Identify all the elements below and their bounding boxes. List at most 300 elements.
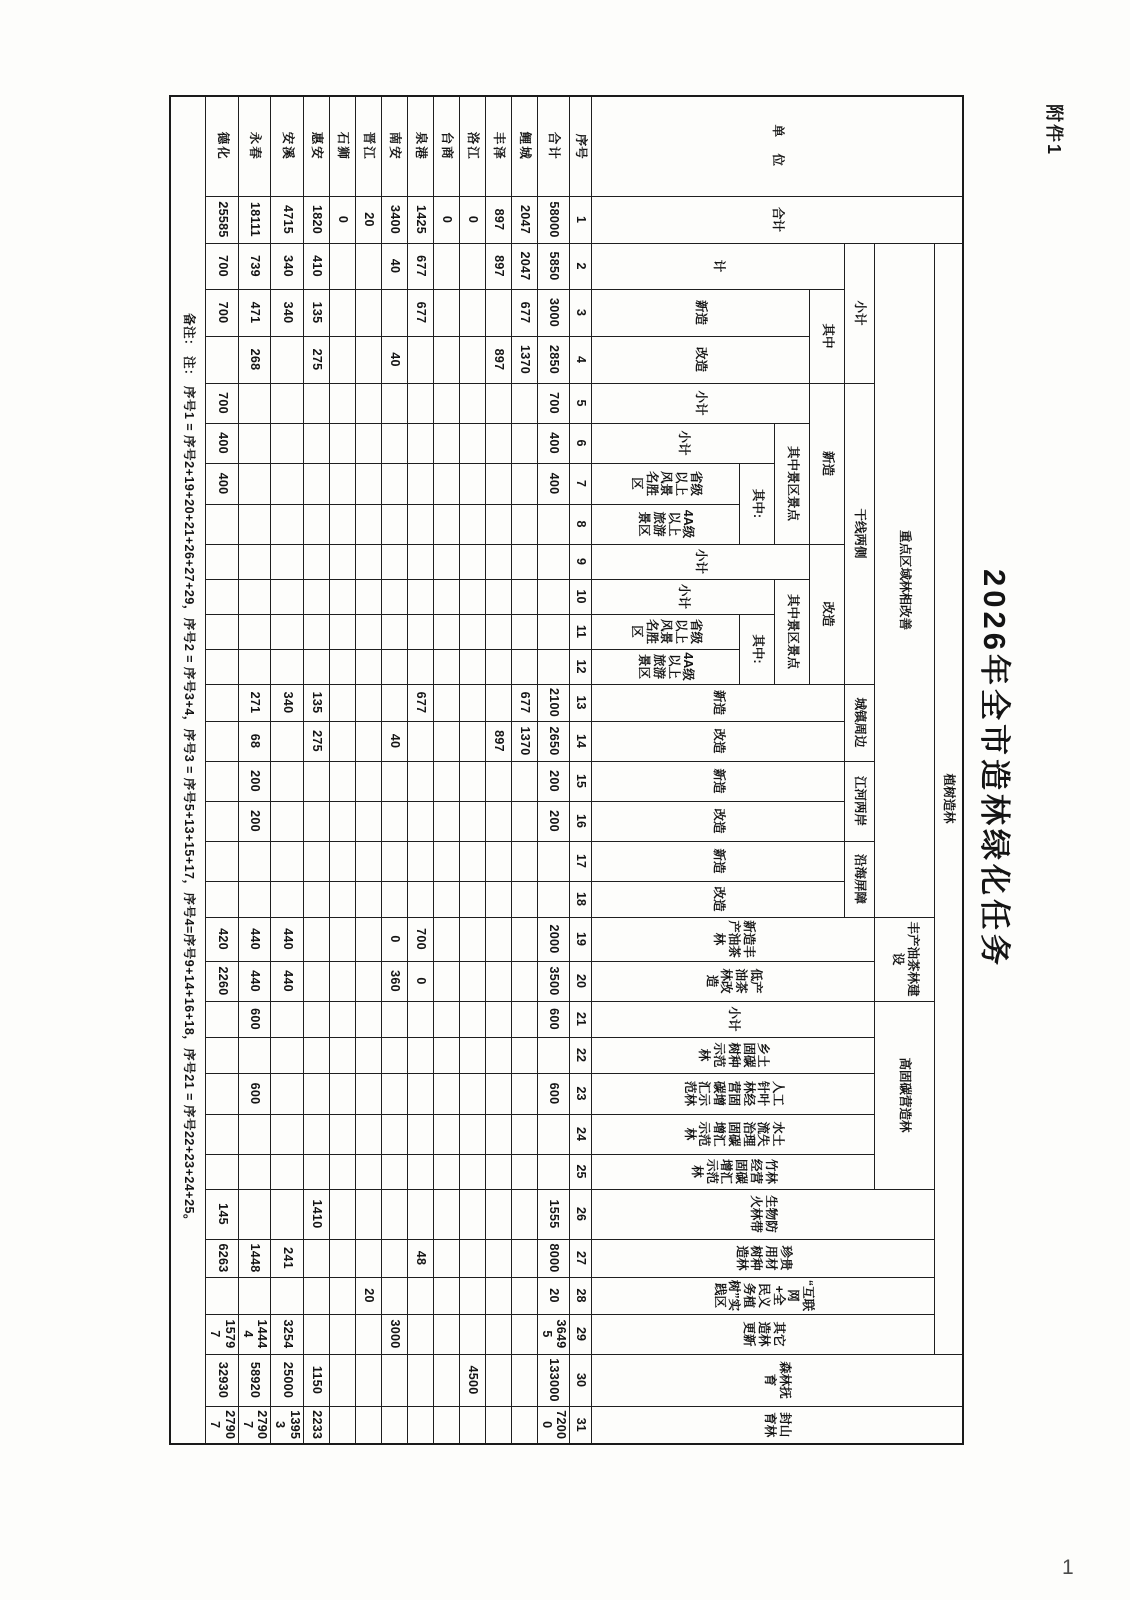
table-row	[538, 96, 571, 1444]
header-subtotal-2-4: 小计	[845, 243, 875, 383]
header-trunk-new: 新造	[810, 383, 845, 544]
value-cell: 25000	[271, 1354, 304, 1406]
value-cell	[538, 881, 571, 917]
value-cell: 677	[408, 289, 434, 336]
value-cell	[382, 1114, 408, 1154]
value-cell	[408, 1314, 434, 1354]
value-cell	[271, 841, 304, 881]
value-cell	[239, 463, 272, 504]
value-cell	[408, 761, 434, 801]
value-cell	[486, 423, 512, 463]
value-cell	[239, 881, 272, 917]
value-cell	[382, 614, 408, 649]
value-cell: 677	[512, 684, 538, 721]
value-cell	[206, 721, 239, 761]
value-cell	[434, 579, 460, 614]
seq-cell: 15	[570, 761, 592, 801]
value-cell	[356, 1406, 382, 1444]
header-camellia-new: 新造丰产油茶林	[592, 917, 875, 961]
value-cell	[460, 801, 486, 841]
value-cell: 18111	[239, 196, 272, 243]
seq-cell: 1	[570, 196, 592, 243]
value-cell	[460, 614, 486, 649]
value-cell	[330, 721, 356, 761]
value-cell	[408, 1354, 434, 1406]
seq-cell: 21	[570, 1001, 592, 1037]
value-cell: 268	[239, 336, 272, 383]
value-cell	[330, 423, 356, 463]
value-cell	[330, 336, 356, 383]
value-cell	[330, 1001, 356, 1037]
value-cell	[271, 579, 304, 614]
value-cell: 15797	[206, 1314, 239, 1354]
value-cell	[330, 1277, 356, 1314]
header-firebreak: 生物防火林带	[592, 1189, 935, 1239]
value-cell	[239, 1277, 272, 1314]
seq-cell: 27	[570, 1239, 592, 1277]
seq-cell: 6	[570, 423, 592, 463]
value-cell	[460, 504, 486, 544]
header-provincial-new: 省级以上风景名胜区	[592, 463, 740, 504]
value-cell	[356, 1154, 382, 1189]
value-cell	[486, 504, 512, 544]
value-cell: 20	[538, 1277, 571, 1314]
value-cell	[486, 649, 512, 684]
value-cell	[356, 649, 382, 684]
value-cell	[460, 243, 486, 289]
seq-cell: 22	[570, 1037, 592, 1073]
value-cell	[271, 1114, 304, 1154]
value-cell	[486, 1406, 512, 1444]
value-cell	[356, 721, 382, 761]
value-cell	[538, 504, 571, 544]
value-cell: 440	[239, 961, 272, 1001]
seq-cell: 30	[570, 1354, 592, 1406]
value-cell	[486, 614, 512, 649]
value-cell	[512, 1314, 538, 1354]
value-cell: 1370	[512, 336, 538, 383]
value-cell: 3000	[538, 289, 571, 336]
header-trunk-rebuild-scenic: 其中景区景点	[775, 579, 810, 684]
header-soil-carbon: 水土流失治理固碳增汇示范林	[592, 1114, 875, 1154]
value-cell	[330, 841, 356, 881]
value-cell: 200	[538, 801, 571, 841]
header-qizhong-rebuild: 改造	[592, 336, 810, 383]
value-cell: 700	[538, 383, 571, 423]
header-camellia-low: 低产油茶林改造	[592, 961, 875, 1001]
value-cell	[434, 1354, 460, 1406]
value-cell: 1820	[304, 196, 330, 243]
value-cell: 340	[271, 684, 304, 721]
value-cell: 600	[239, 1001, 272, 1037]
value-cell	[356, 684, 382, 721]
value-cell	[206, 544, 239, 579]
value-cell: 32930	[206, 1354, 239, 1406]
value-cell: 2047	[512, 243, 538, 289]
seq-cell: 23	[570, 1073, 592, 1114]
value-cell	[408, 336, 434, 383]
value-cell	[206, 1277, 239, 1314]
value-cell: 700	[206, 383, 239, 423]
value-cell	[538, 544, 571, 579]
value-cell	[304, 801, 330, 841]
value-cell: 700	[206, 243, 239, 289]
value-cell: 0	[434, 196, 460, 243]
note-text: 备注： 注： 序号1 = 序号2+19+20+21+26+27+29，序号2 = 序号3+4，序号3 = 序号5+13+15+17，序号4=序号9+14+16+18，序号21 = 序号22+23+24+25。	[170, 96, 206, 1444]
value-cell	[512, 1001, 538, 1037]
value-cell	[486, 383, 512, 423]
seq-label: 序号	[570, 96, 592, 196]
value-cell	[382, 1001, 408, 1037]
seq-cell: 24	[570, 1114, 592, 1154]
value-cell: 1425	[408, 196, 434, 243]
value-cell	[304, 917, 330, 961]
value-cell	[486, 463, 512, 504]
seq-cell: 4	[570, 336, 592, 383]
value-cell	[206, 649, 239, 684]
page-number: 1	[1062, 1556, 1074, 1579]
header-river: 江河两岸	[845, 761, 875, 841]
value-cell	[538, 649, 571, 684]
value-cell: 40	[382, 243, 408, 289]
seq-cell: 13	[570, 684, 592, 721]
seq-cell: 10	[570, 579, 592, 614]
value-cell: 420	[206, 917, 239, 961]
value-cell	[434, 289, 460, 336]
value-cell: 3500	[538, 961, 571, 1001]
value-cell	[460, 1277, 486, 1314]
value-cell	[330, 614, 356, 649]
unit-cell: 台商	[434, 96, 460, 196]
value-cell	[434, 423, 460, 463]
header-town: 城镇周边	[845, 684, 875, 761]
value-cell	[486, 544, 512, 579]
unit-cell: 永春	[239, 96, 272, 196]
value-cell	[486, 684, 512, 721]
seq-cell: 7	[570, 463, 592, 504]
value-cell	[356, 243, 382, 289]
value-cell	[304, 1073, 330, 1114]
value-cell	[304, 649, 330, 684]
value-cell	[512, 423, 538, 463]
value-cell: 275	[304, 721, 330, 761]
value-cell	[434, 1114, 460, 1154]
header-scenic-new-subtotal: 小计	[592, 423, 775, 463]
header-trunk-rebuild: 改造	[810, 544, 845, 684]
unit-cell: 鲤城	[512, 96, 538, 196]
attachment-label: 附件1	[1044, 104, 1064, 157]
value-cell	[382, 423, 408, 463]
value-cell: 739	[239, 243, 272, 289]
unit-cell: 安溪	[271, 96, 304, 196]
seq-cell: 3	[570, 289, 592, 336]
value-cell	[356, 579, 382, 614]
header-coast-new: 新造	[592, 841, 845, 881]
value-cell: 700	[206, 289, 239, 336]
value-cell	[408, 423, 434, 463]
value-cell	[206, 1001, 239, 1037]
value-cell: 0	[382, 917, 408, 961]
value-cell	[408, 614, 434, 649]
value-cell	[538, 1154, 571, 1189]
value-cell	[356, 504, 382, 544]
value-cell	[512, 881, 538, 917]
header-subtotal-21: 小计	[592, 1001, 875, 1037]
value-cell	[434, 243, 460, 289]
value-cell	[538, 579, 571, 614]
table-row	[512, 96, 538, 1444]
value-cell	[382, 1154, 408, 1189]
header-river-new: 新造	[592, 761, 845, 801]
value-cell	[330, 289, 356, 336]
value-cell	[460, 1001, 486, 1037]
value-cell	[434, 761, 460, 801]
value-cell: 275	[304, 336, 330, 383]
value-cell	[206, 614, 239, 649]
value-cell	[434, 881, 460, 917]
seq-cell: 16	[570, 801, 592, 841]
value-cell	[304, 961, 330, 1001]
value-cell	[304, 383, 330, 423]
value-cell	[356, 463, 382, 504]
table-row	[330, 96, 356, 1444]
table-footer	[170, 96, 206, 1444]
value-cell: 0	[330, 196, 356, 243]
value-cell: 2260	[206, 961, 239, 1001]
value-cell	[460, 463, 486, 504]
value-cell	[512, 761, 538, 801]
value-cell	[304, 544, 330, 579]
value-cell	[330, 579, 356, 614]
value-cell	[239, 841, 272, 881]
value-cell	[486, 917, 512, 961]
value-cell	[304, 841, 330, 881]
table-row	[239, 96, 272, 1444]
seq-row	[570, 96, 592, 1444]
value-cell: 471	[239, 289, 272, 336]
value-cell	[434, 961, 460, 1001]
value-cell	[382, 881, 408, 917]
value-cell	[239, 423, 272, 463]
unit-cell: 合计	[538, 96, 571, 196]
value-cell	[206, 881, 239, 917]
value-cell	[460, 1189, 486, 1239]
value-cell	[304, 463, 330, 504]
value-cell	[512, 1239, 538, 1277]
value-cell	[382, 504, 408, 544]
value-cell	[434, 841, 460, 881]
table-row	[408, 96, 434, 1444]
header-closure: 封山育林	[592, 1406, 963, 1444]
value-cell: 2850	[538, 336, 571, 383]
value-cell	[460, 649, 486, 684]
header-4a-rebuild: 4A级以上旅游景区	[592, 649, 740, 684]
table-row	[271, 96, 304, 1444]
value-cell	[460, 1239, 486, 1277]
value-cell	[460, 1314, 486, 1354]
header-camellia-group: 丰产油茶林建设	[875, 917, 935, 1001]
header-native-carbon: 乡土固碳树种示范林	[592, 1037, 875, 1073]
value-cell	[434, 684, 460, 721]
value-cell	[408, 801, 434, 841]
value-cell	[271, 1277, 304, 1314]
value-cell	[239, 614, 272, 649]
table-row	[356, 96, 382, 1444]
value-cell	[330, 917, 356, 961]
value-cell	[460, 1114, 486, 1154]
value-cell	[330, 1189, 356, 1239]
value-cell: 897	[486, 336, 512, 383]
value-cell	[382, 1406, 408, 1444]
header-tending: 森林抚育	[592, 1354, 963, 1406]
value-cell	[382, 1354, 408, 1406]
value-cell	[330, 1114, 356, 1154]
value-cell: 3254	[271, 1314, 304, 1354]
value-cell	[356, 761, 382, 801]
header-scenic-rebuild-qizhong: 其中:	[740, 614, 775, 684]
value-cell: 600	[538, 1073, 571, 1114]
value-cell: 440	[239, 917, 272, 961]
value-cell	[434, 721, 460, 761]
value-cell	[271, 1154, 304, 1189]
header-town-new: 新造	[592, 684, 845, 721]
value-cell: 400	[206, 463, 239, 504]
value-cell	[271, 614, 304, 649]
value-cell	[330, 1406, 356, 1444]
value-cell: 340	[271, 289, 304, 336]
value-cell	[512, 614, 538, 649]
header-town-rebuild: 改造	[592, 721, 845, 761]
value-cell	[382, 544, 408, 579]
value-cell	[512, 801, 538, 841]
value-cell	[512, 1189, 538, 1239]
value-cell	[512, 1154, 538, 1189]
value-cell	[239, 1037, 272, 1073]
unit-cell: 惠安	[304, 96, 330, 196]
table-body	[206, 96, 570, 1444]
value-cell	[382, 1037, 408, 1073]
value-cell	[408, 649, 434, 684]
value-cell: 2650	[538, 721, 571, 761]
value-cell	[408, 383, 434, 423]
value-cell	[271, 881, 304, 917]
unit-cell: 晋江	[356, 96, 382, 196]
value-cell: 897	[486, 196, 512, 243]
value-cell: 133000	[538, 1354, 571, 1406]
page-title: 2026年全市造林绿化任务	[977, 569, 1012, 969]
value-cell	[408, 1114, 434, 1154]
value-cell	[408, 463, 434, 504]
seq-cell: 11	[570, 614, 592, 649]
value-cell	[408, 1154, 434, 1189]
value-cell	[486, 1239, 512, 1277]
value-cell: 4715	[271, 196, 304, 243]
value-cell	[486, 801, 512, 841]
value-cell	[512, 1354, 538, 1406]
value-cell	[434, 504, 460, 544]
value-cell	[239, 1154, 272, 1189]
value-cell	[304, 423, 330, 463]
value-cell	[382, 1239, 408, 1277]
value-cell	[271, 383, 304, 423]
value-cell	[408, 1001, 434, 1037]
value-cell: 897	[486, 243, 512, 289]
value-cell: 200	[538, 761, 571, 801]
header-4a-new: 4A级以上旅游景区	[592, 504, 740, 544]
value-cell	[330, 684, 356, 721]
value-cell	[382, 579, 408, 614]
value-cell: 0	[460, 196, 486, 243]
value-cell	[460, 761, 486, 801]
value-cell	[271, 336, 304, 383]
value-cell: 400	[206, 423, 239, 463]
value-cell	[408, 544, 434, 579]
value-cell: 1410	[304, 1189, 330, 1239]
value-cell: 600	[538, 1001, 571, 1037]
value-cell	[271, 801, 304, 841]
seq-cell: 20	[570, 961, 592, 1001]
value-cell	[330, 1037, 356, 1073]
value-cell	[512, 463, 538, 504]
value-cell	[460, 881, 486, 917]
seq-cell: 26	[570, 1189, 592, 1239]
value-cell	[206, 761, 239, 801]
value-cell	[330, 649, 356, 684]
value-cell: 0	[408, 961, 434, 1001]
value-cell: 360	[382, 961, 408, 1001]
value-cell	[434, 1277, 460, 1314]
value-cell	[408, 881, 434, 917]
value-cell	[330, 1154, 356, 1189]
value-cell	[382, 761, 408, 801]
value-cell	[239, 383, 272, 423]
value-cell	[356, 1354, 382, 1406]
value-cell	[356, 917, 382, 961]
seq-cell: 9	[570, 544, 592, 579]
value-cell	[382, 463, 408, 504]
value-cell	[434, 383, 460, 423]
value-cell	[408, 1189, 434, 1239]
value-cell	[460, 961, 486, 1001]
value-cell: 6263	[206, 1239, 239, 1277]
value-cell	[330, 504, 356, 544]
value-cell: 677	[408, 684, 434, 721]
value-cell: 677	[408, 243, 434, 289]
value-cell	[239, 579, 272, 614]
afforestation-task-table	[169, 95, 964, 1445]
value-cell: 271	[239, 684, 272, 721]
value-cell: 700	[408, 917, 434, 961]
value-cell	[512, 1114, 538, 1154]
value-cell	[434, 1037, 460, 1073]
value-cell: 14444	[239, 1314, 272, 1354]
value-cell	[434, 1314, 460, 1354]
header-coast: 沿海屏障	[845, 841, 875, 917]
value-cell	[486, 1314, 512, 1354]
value-cell	[304, 1114, 330, 1154]
value-cell	[512, 961, 538, 1001]
unit-cell: 德化	[206, 96, 239, 196]
value-cell	[330, 761, 356, 801]
table-row	[460, 96, 486, 1444]
header-planting: 植树造林	[935, 243, 963, 1354]
value-cell	[460, 1037, 486, 1073]
value-cell	[434, 336, 460, 383]
value-cell: 1555	[538, 1189, 571, 1239]
value-cell	[434, 544, 460, 579]
value-cell	[460, 917, 486, 961]
seq-cell: 2	[570, 243, 592, 289]
